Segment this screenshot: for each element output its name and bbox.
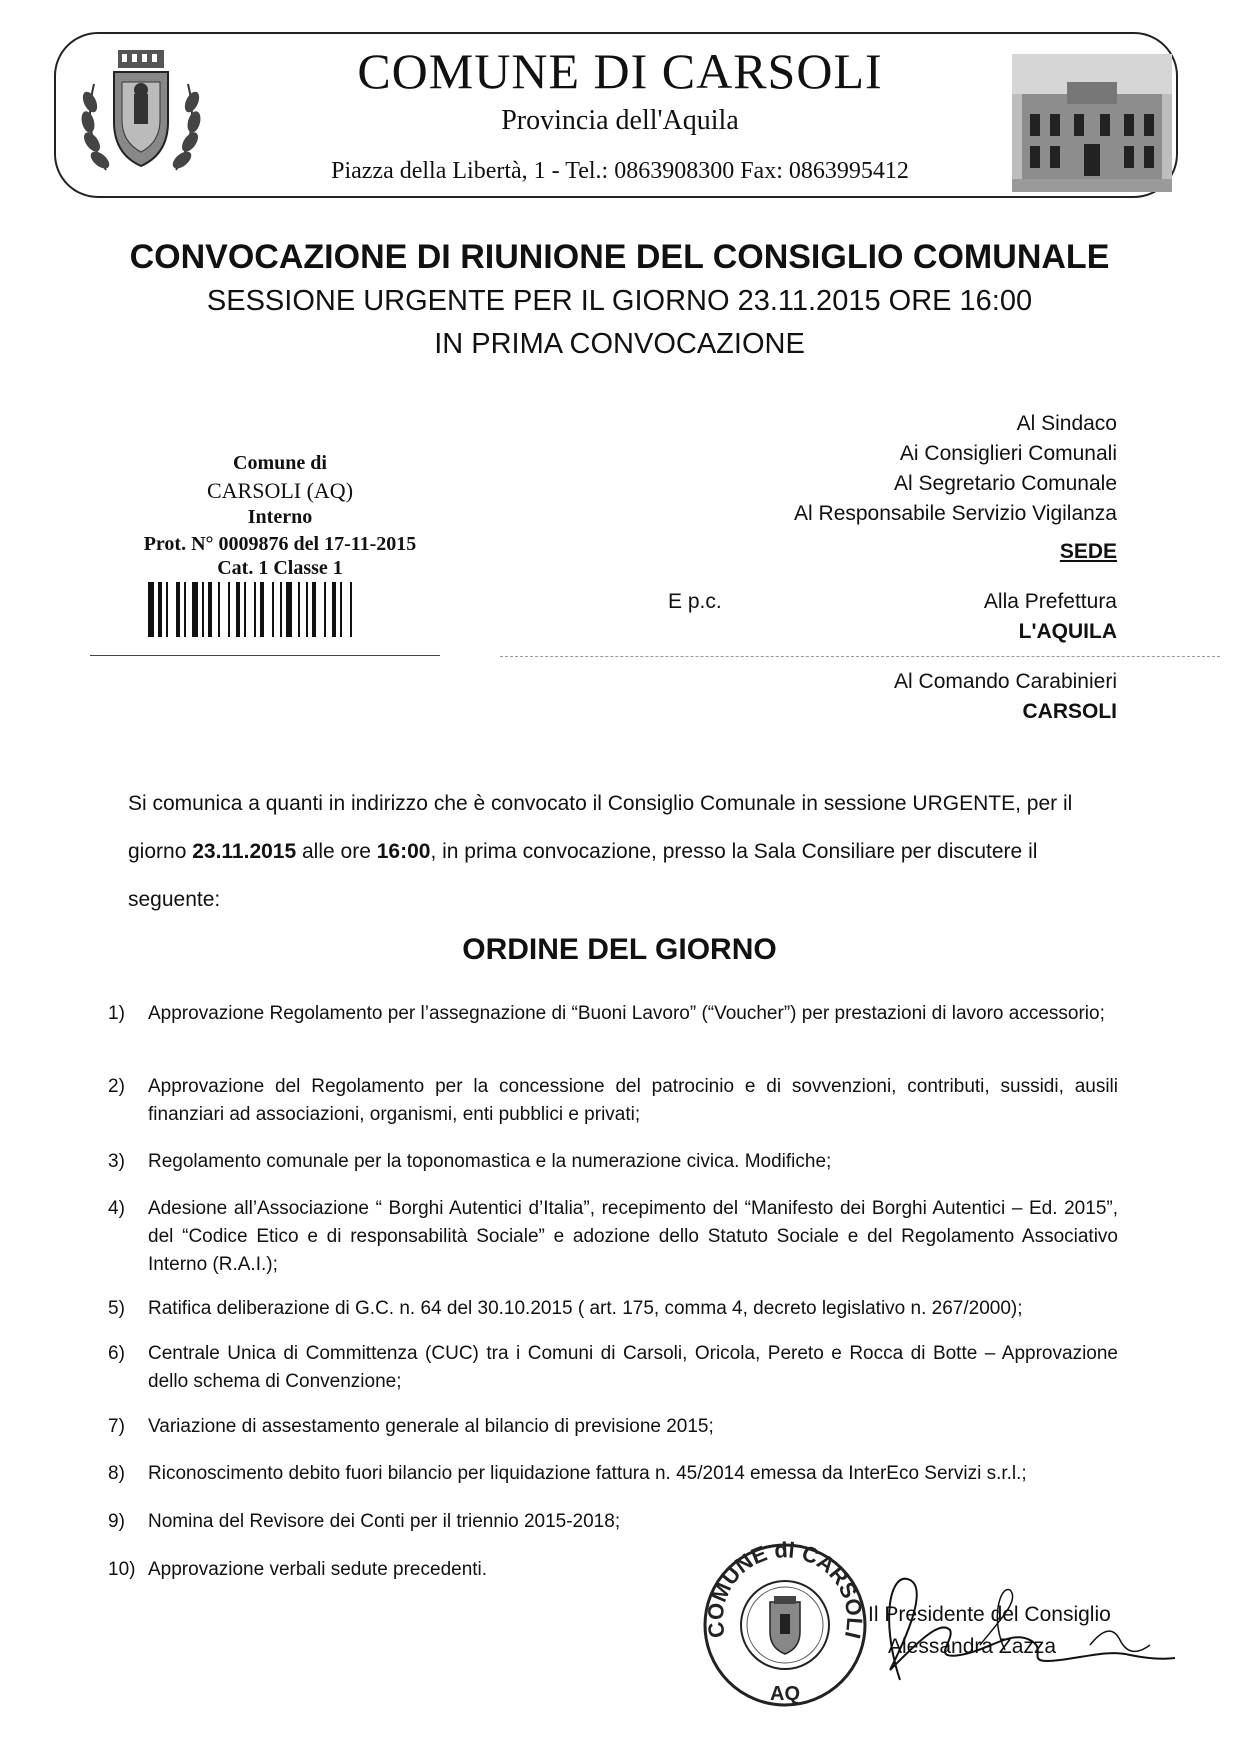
meeting-date: 23.11.2015 [192, 840, 297, 863]
agenda-item-number: 4) [108, 1198, 125, 1219]
barcode-bar [350, 582, 352, 637]
barcode-bar [324, 582, 326, 637]
barcode-bar [260, 582, 264, 637]
stamp-line-protocol: Prot. N° 0009876 del 17-11-2015 [143, 533, 417, 555]
agenda-item-number: 3) [108, 1151, 125, 1172]
session-subtitle: SESSIONE URGENTE PER IL GIORNO 23.11.2015 ORE 16:00 [206, 285, 1033, 317]
contact-address: Piazza della Libertà, 1 - Tel.: 0863908300 Fax: 0863995412 [331, 158, 909, 184]
agenda-item [108, 1413, 1118, 1441]
signatory-role: Il Presidente del Consiglio [868, 1603, 1111, 1626]
first-call-subtitle: IN PRIMA CONVOCAZIONE [434, 328, 805, 360]
barcode-bar [340, 582, 342, 637]
agenda-item-number: 1) [108, 1003, 125, 1024]
barcode-bar [272, 582, 274, 637]
agenda-item-text: Nomina del Revisore dei Conti per il triennio 2015-2018; [148, 1511, 621, 1532]
agenda-item [108, 1460, 1118, 1488]
agenda-item [108, 1148, 1118, 1176]
agenda-item-text: Approvazione verbali sedute precedenti. [148, 1559, 488, 1580]
barcode-bar [244, 582, 246, 637]
body-line-2 [128, 840, 1118, 864]
barcode-bar [202, 582, 204, 637]
convocation-title: CONVOCAZIONE DI RIUNIONE DEL CONSIGLIO COMUNALE [129, 238, 1110, 276]
barcode-bar [312, 582, 316, 637]
agenda-item-text: Variazione di assestamento generale al bilancio di previsione 2015; [148, 1416, 714, 1437]
agenda-item-text: Approvazione Regolamento per l’assegnazione di “Buoni Lavoro” (“Voucher”) per prestazioni di lavoro accessorio; [148, 1003, 1105, 1024]
signatory-name: Alessandra Zazza [888, 1635, 1057, 1658]
agenda-item-text: Adesione all’Associazione “ Borghi Autentici d’Italia”, recepimento del “Manifesto dei Borghi Autentici – Ed. 2015”, del “Codice Etico e di responsabilità Sociale” e adozione dello Statuto Sociale e del Regolamento Associativo Interno (R.A.I.); [148, 1198, 1118, 1275]
town-crest-icon [76, 42, 206, 180]
stamp-line-interno: Interno [247, 506, 313, 528]
agenda-item-number: 2) [108, 1076, 125, 1097]
agenda-item-number: 5) [108, 1298, 125, 1319]
divider [90, 655, 440, 656]
stamp-line-comune: Comune di [233, 452, 327, 474]
page-title: COMUNE DI CARSOLI [357, 43, 883, 99]
agenda-item [108, 1508, 1118, 1536]
seal-text-bottom: AQ [770, 1683, 800, 1705]
agenda-item-text: Ratifica deliberazione di G.C. n. 64 del 30.10.2015 ( art. 175, comma 4, decreto legislativo n. 267/2000); [148, 1298, 1023, 1319]
body-text: giorno [128, 840, 193, 863]
agenda-item [108, 1073, 1118, 1129]
recipient-vigilanza: Al Responsabile Servizio Vigilanza [794, 502, 1117, 525]
barcode-icon [148, 582, 408, 637]
barcode-bar [176, 582, 180, 637]
stamp-line-town: CARSOLI (AQ) [206, 478, 354, 503]
agenda-item-text: Riconoscimento debito fuori bilancio per liquidazione fattura n. 45/2014 emessa da InterEco Servizi s.r.l.; [148, 1463, 1027, 1484]
agenda-item-text: Regolamento comunale per la toponomastica e la numerazione civica. Modifiche; [148, 1151, 832, 1172]
handwritten-signature [860, 1560, 1180, 1690]
stamp-line-category: Cat. 1 Classe 1 [217, 557, 343, 579]
barcode-bar [298, 582, 300, 637]
barcode-bar [280, 582, 282, 637]
agenda-item [108, 1340, 1118, 1396]
barcode-bar [286, 582, 292, 637]
recipient-aquila: L'AQUILA [1018, 620, 1117, 643]
barcode-bar [166, 582, 168, 637]
barcode-bar [192, 582, 198, 637]
barcode-bar [208, 582, 212, 637]
seal-text-top: COMUNE di CARSOLI [702, 1540, 868, 1641]
barcode-bar [332, 582, 336, 637]
body-line-1: Si comunica a quanti in indirizzo che è convocato il Consiglio Comunale in sessione URGENTE, per il [128, 792, 1073, 815]
agenda-item-text: Centrale Unica di Committenza (CUC) tra i Comuni di Carsoli, Oricola, Pereto e Rocca di Botte – Approvazione dello schema di Convenzione; [148, 1343, 1118, 1392]
barcode-bar [158, 582, 162, 637]
agenda-item-number: 10) [108, 1559, 136, 1580]
agenda-item-number: 9) [108, 1511, 125, 1532]
recipient-carsoli: CARSOLI [1022, 700, 1117, 723]
barcode-bar [228, 582, 230, 637]
barcode-bar [148, 582, 154, 637]
body-text: alle ore [296, 840, 377, 863]
agenda-item [108, 1195, 1118, 1279]
recipient-consiglieri: Ai Consiglieri Comunali [899, 442, 1117, 465]
barcode-bar [236, 582, 240, 637]
recipient-sindaco: Al Sindaco [1016, 412, 1117, 435]
agenda-item [108, 1000, 1118, 1028]
agenda-item-number: 7) [108, 1416, 125, 1437]
recipient-prefettura: Alla Prefettura [983, 590, 1117, 613]
barcode-bar [306, 582, 308, 637]
body-text: , in prima convocazione, presso la Sala Consiliare per discutere il [430, 840, 1038, 863]
meeting-time: 16:00 [376, 840, 431, 863]
agenda-item [108, 1295, 1118, 1323]
recipient-carabinieri: Al Comando Carabinieri [894, 670, 1117, 693]
agenda-item-number: 8) [108, 1463, 125, 1484]
agenda-item-text: Approvazione del Regolamento per la concessione del patrocinio e di sovvenzioni, contributi, sussidi, ausili finanziari ad associazioni, organismi, enti pubblici e privati; [148, 1076, 1118, 1125]
recipient-sede: SEDE [1059, 540, 1117, 563]
agenda-item-number: 6) [108, 1343, 125, 1364]
province-subtitle: Provincia dell'Aquila [501, 105, 739, 136]
divider [500, 656, 1220, 657]
agenda-title: ORDINE DEL GIORNO [462, 933, 777, 966]
barcode-bar [254, 582, 256, 637]
official-seal-stamp [700, 1540, 870, 1710]
town-hall-photo [1012, 54, 1172, 192]
body-line-3: seguente: [128, 888, 221, 911]
barcode-bar [184, 582, 186, 637]
cc-label: E p.c. [668, 590, 722, 613]
barcode-bar [218, 582, 220, 637]
recipient-segretario: Al Segretario Comunale [894, 472, 1117, 495]
